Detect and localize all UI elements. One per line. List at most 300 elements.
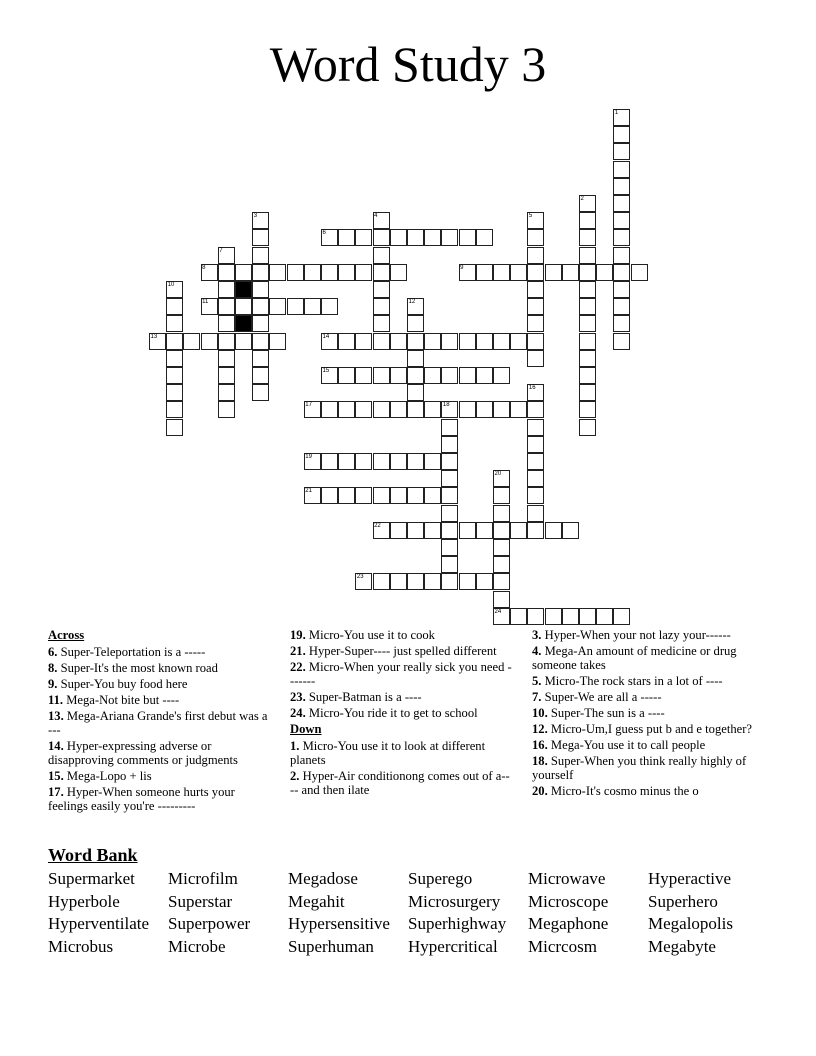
clues-column-1 <box>48 628 270 815</box>
grid-cell[interactable] <box>424 522 441 539</box>
grid-cell[interactable] <box>183 333 200 350</box>
across-clue <box>48 661 270 675</box>
grid-cell[interactable] <box>441 419 458 436</box>
clue-number: 2. <box>290 769 300 783</box>
grid-cell[interactable] <box>166 350 183 367</box>
word-bank-item: Superstar <box>168 891 233 911</box>
grid-cell[interactable] <box>252 298 269 315</box>
grid-cell[interactable] <box>424 229 441 246</box>
grid-cell[interactable] <box>613 298 630 315</box>
grid-cell[interactable] <box>527 419 544 436</box>
grid-cell[interactable] <box>545 264 562 281</box>
grid-cell[interactable] <box>269 298 286 315</box>
grid-cell[interactable] <box>493 367 510 384</box>
grid-cell[interactable] <box>235 298 252 315</box>
grid-cell[interactable] <box>338 453 355 470</box>
clue-text: Super-It's the most known road <box>60 661 218 675</box>
clue-text: Micro-When your really sick you need ------- <box>290 660 512 688</box>
down-clue <box>532 644 768 672</box>
clue-text: Mega-Not bite but ---- <box>66 693 180 707</box>
grid-cell[interactable] <box>304 298 321 315</box>
grid-cell[interactable] <box>545 522 562 539</box>
grid-cell[interactable] <box>269 333 286 350</box>
grid-cell[interactable] <box>527 608 544 625</box>
page-title: Word Study 3 <box>269 36 547 92</box>
down-clue <box>532 784 768 798</box>
grid-cell[interactable] <box>579 333 596 350</box>
grid-cell[interactable] <box>493 573 510 590</box>
grid-cell[interactable] <box>493 333 510 350</box>
grid-cell[interactable] <box>407 367 424 384</box>
grid-cell[interactable] <box>441 539 458 556</box>
grid-cell[interactable] <box>476 333 493 350</box>
across-clue <box>48 693 270 707</box>
grid-cell[interactable] <box>527 315 544 332</box>
grid-cell[interactable] <box>527 401 544 418</box>
grid-cell[interactable] <box>579 350 596 367</box>
grid-cell[interactable] <box>355 453 372 470</box>
grid-cell[interactable] <box>579 281 596 298</box>
grid-cell[interactable] <box>476 264 493 281</box>
word-bank-item: Superhighway <box>408 914 507 934</box>
grid-cell[interactable] <box>493 556 510 573</box>
clue-text: Super-Teleportation is a ----- <box>60 645 206 659</box>
grid-cell[interactable] <box>441 333 458 350</box>
grid-cell[interactable] <box>527 247 544 264</box>
grid-cell[interactable] <box>476 401 493 418</box>
grid-cell[interactable] <box>510 333 527 350</box>
down-clue <box>290 739 512 767</box>
word-bank-item: Superhero <box>648 891 718 911</box>
grid-cell[interactable] <box>527 436 544 453</box>
grid-cell[interactable] <box>407 401 424 418</box>
grid-cell[interactable] <box>252 350 269 367</box>
grid-cell[interactable] <box>407 487 424 504</box>
grid-cell[interactable] <box>407 350 424 367</box>
clue-number-label: 8 <box>202 264 206 271</box>
grid-cell[interactable] <box>527 505 544 522</box>
grid-cell[interactable] <box>579 264 596 281</box>
grid-cell[interactable] <box>493 401 510 418</box>
clue-number: 10. <box>532 706 548 720</box>
grid-cell[interactable] <box>218 401 235 418</box>
clues-column-3 <box>532 628 768 800</box>
grid-cell[interactable] <box>527 298 544 315</box>
word-bank-item: Megalopolis <box>648 914 733 934</box>
grid-cell[interactable] <box>613 212 630 229</box>
grid-cell[interactable] <box>510 401 527 418</box>
grid-cell[interactable] <box>579 247 596 264</box>
word-bank-heading: Word Bank <box>48 845 138 865</box>
grid-cell[interactable] <box>373 315 390 332</box>
grid-cell[interactable] <box>493 522 510 539</box>
grid-cell[interactable] <box>459 573 476 590</box>
grid-cell[interactable] <box>355 229 372 246</box>
across-clue <box>290 660 512 688</box>
grid-cell[interactable] <box>579 367 596 384</box>
grid-cell[interactable] <box>166 384 183 401</box>
grid-cell[interactable] <box>527 470 544 487</box>
across-clue <box>290 644 512 658</box>
clue-text: Micro-You use it to look at different planets <box>290 739 486 767</box>
grid-cell[interactable] <box>321 401 338 418</box>
grid-cell[interactable] <box>218 264 235 281</box>
clue-number-label: 18 <box>442 402 450 409</box>
grid-cell[interactable] <box>166 298 183 315</box>
grid-cell[interactable] <box>493 487 510 504</box>
grid-cell[interactable] <box>493 505 510 522</box>
grid-cell[interactable] <box>527 522 544 539</box>
grid-cell[interactable] <box>321 264 338 281</box>
clue-number: 15. <box>48 769 64 783</box>
clue-text: Micro-Um,I guess put b and e together? <box>550 722 753 736</box>
word-bank-item: Superhuman <box>288 936 374 956</box>
word-bank-item: Hyperventilate <box>48 914 150 934</box>
word-bank-item: Microbe <box>168 936 226 956</box>
down-heading: Down <box>290 722 322 736</box>
grid-cell[interactable] <box>218 298 235 315</box>
grid-cell[interactable] <box>613 126 630 143</box>
grid-cell[interactable] <box>613 143 630 160</box>
grid-cell[interactable] <box>321 453 338 470</box>
grid-cell[interactable] <box>373 281 390 298</box>
word-bank-item: Supermarket <box>48 869 135 888</box>
word-bank-item: Microfilm <box>168 869 238 888</box>
clue-text: Hyper-expressing adverse or disapproving comments or judgments <box>48 739 238 767</box>
clue-number: 18. <box>532 754 548 768</box>
grid-cell[interactable] <box>493 591 510 608</box>
clue-number: 22. <box>290 660 306 674</box>
clue-number: 12. <box>532 722 548 736</box>
word-bank-item: Hypersensitive <box>288 914 390 934</box>
grid-cell[interactable] <box>441 470 458 487</box>
grid-cell[interactable] <box>459 333 476 350</box>
grid-cell[interactable] <box>338 264 355 281</box>
across-clue <box>48 769 270 783</box>
word-bank-item: Microwave <box>528 869 606 888</box>
clue-number: 24. <box>290 706 306 720</box>
grid-cell[interactable] <box>579 229 596 246</box>
grid-cell[interactable] <box>579 212 596 229</box>
word-bank-item: Superpower <box>168 914 251 934</box>
clue-number-label: 4 <box>374 213 378 220</box>
clue-text: Super-When you think really highly of yourself <box>532 754 747 782</box>
grid-cell[interactable] <box>407 384 424 401</box>
down-clue <box>532 690 768 704</box>
grid-cell[interactable] <box>355 487 372 504</box>
grid-cell[interactable] <box>562 522 579 539</box>
word-bank-item: Microbus <box>48 936 114 956</box>
grid-cell[interactable] <box>459 229 476 246</box>
clue-number-label: 15 <box>322 368 330 374</box>
black-square <box>235 315 252 332</box>
grid-cell[interactable] <box>373 264 390 281</box>
grid-cell[interactable] <box>218 350 235 367</box>
grid-cell[interactable] <box>527 264 544 281</box>
clue-number-label: 22 <box>374 522 381 529</box>
grid-cell[interactable] <box>424 453 441 470</box>
clue-number: 17. <box>48 785 64 799</box>
grid-cell[interactable] <box>527 333 544 350</box>
grid-cell[interactable] <box>373 367 390 384</box>
across-heading: Across <box>48 628 85 642</box>
grid-cell[interactable] <box>596 608 613 625</box>
grid-cell[interactable] <box>493 539 510 556</box>
grid-cell[interactable] <box>390 367 407 384</box>
grid-cell[interactable] <box>338 367 355 384</box>
down-clue <box>290 769 512 797</box>
grid-cell[interactable] <box>252 384 269 401</box>
grid-cell[interactable] <box>321 487 338 504</box>
grid-cell[interactable] <box>613 161 630 178</box>
word-bank-item: Hypercritical <box>408 936 498 956</box>
grid-cell[interactable] <box>218 281 235 298</box>
grid-cell[interactable] <box>545 608 562 625</box>
clue-text: Mega-An amount of medicine or drug someone takes <box>532 644 737 672</box>
grid-cell[interactable] <box>218 384 235 401</box>
grid-cell[interactable] <box>407 229 424 246</box>
word-bank-item: Hyperbole <box>48 891 120 911</box>
grid-cell[interactable] <box>562 608 579 625</box>
clue-number-label: 9 <box>460 264 464 271</box>
grid-cell[interactable] <box>338 229 355 246</box>
grid-cell[interactable] <box>252 229 269 246</box>
grid-cell[interactable] <box>218 315 235 332</box>
grid-cell[interactable] <box>390 487 407 504</box>
grid-cell[interactable] <box>235 333 252 350</box>
clue-number-label: 19 <box>305 454 312 460</box>
grid-cell[interactable] <box>252 333 269 350</box>
clue-text: Micro-You use it to cook <box>308 628 435 642</box>
grid-cell[interactable] <box>459 401 476 418</box>
clue-number-label: 23 <box>356 574 364 581</box>
grid-cell[interactable] <box>304 264 321 281</box>
grid-cell[interactable] <box>579 315 596 332</box>
grid-cell[interactable] <box>476 522 493 539</box>
grid-cell[interactable] <box>613 178 630 195</box>
grid-cell[interactable] <box>613 281 630 298</box>
grid-cell[interactable] <box>390 333 407 350</box>
grid-cell[interactable] <box>338 487 355 504</box>
clue-text: Micro-The rock stars in a lot of ---- <box>544 674 723 688</box>
grid-cell[interactable] <box>441 505 458 522</box>
grid-cell[interactable] <box>424 367 441 384</box>
grid-cell[interactable] <box>459 367 476 384</box>
grid-cell[interactable] <box>373 247 390 264</box>
grid-cell[interactable] <box>424 487 441 504</box>
grid-cell[interactable] <box>476 229 493 246</box>
grid-cell[interactable] <box>407 333 424 350</box>
grid-cell[interactable] <box>287 264 304 281</box>
clues-column-2 <box>290 628 512 799</box>
grid-cell[interactable] <box>390 401 407 418</box>
clue-number: 4. <box>532 644 542 658</box>
clue-number-label: 11 <box>202 299 209 306</box>
grid-cell[interactable] <box>373 298 390 315</box>
grid-cell[interactable] <box>390 453 407 470</box>
grid-cell[interactable] <box>613 315 630 332</box>
clue-number: 20. <box>532 784 548 798</box>
grid-cell[interactable] <box>166 419 183 436</box>
grid-cell[interactable] <box>373 333 390 350</box>
grid-cell[interactable] <box>441 573 458 590</box>
grid-cell[interactable] <box>355 367 372 384</box>
word-bank-item: Superego <box>408 869 473 888</box>
down-clue <box>532 738 768 752</box>
word-bank-item: Micrcosm <box>528 936 597 956</box>
clue-number-label: 5 <box>528 213 533 220</box>
grid-cell[interactable] <box>476 573 493 590</box>
grid-cell[interactable] <box>527 453 544 470</box>
grid-cell[interactable] <box>613 333 630 350</box>
grid-cell[interactable] <box>166 315 183 332</box>
word-bank <box>48 868 768 958</box>
clue-text: Super-The sun is a ---- <box>550 706 665 720</box>
grid-cell[interactable] <box>355 333 372 350</box>
grid-cell[interactable] <box>424 573 441 590</box>
grid-cell[interactable] <box>166 401 183 418</box>
grid-cell[interactable] <box>218 367 235 384</box>
word-bank-item: Megaphone <box>528 914 609 934</box>
grid-cell[interactable] <box>407 453 424 470</box>
grid-cell[interactable] <box>252 315 269 332</box>
word-bank-item: Microsurgery <box>408 891 501 911</box>
black-square <box>235 281 252 298</box>
grid-cell[interactable] <box>201 333 218 350</box>
grid-cell[interactable] <box>355 264 372 281</box>
grid-cell[interactable] <box>373 573 390 590</box>
grid-cell[interactable] <box>252 264 269 281</box>
grid-cell[interactable] <box>390 522 407 539</box>
grid-cell[interactable] <box>493 264 510 281</box>
grid-cell[interactable] <box>166 367 183 384</box>
clue-number-label: 21 <box>305 488 312 495</box>
clue-number: 14. <box>48 739 64 753</box>
grid-cell[interactable] <box>252 367 269 384</box>
clue-number: 3. <box>532 628 542 642</box>
grid-cell[interactable] <box>510 522 527 539</box>
grid-cell[interactable] <box>613 247 630 264</box>
grid-cell[interactable] <box>252 281 269 298</box>
clue-number: 9. <box>48 677 58 691</box>
grid-cell[interactable] <box>441 556 458 573</box>
clue-number-label: 17 <box>305 402 312 409</box>
across-clue <box>290 706 512 720</box>
grid-cell[interactable] <box>510 264 527 281</box>
clue-text: Hyper-Air conditionong comes out of a---- and then ilate <box>290 769 510 797</box>
clue-number-label: 3 <box>253 213 258 220</box>
clue-number: 21. <box>290 644 306 658</box>
grid-cell[interactable] <box>407 573 424 590</box>
grid-cell[interactable] <box>527 229 544 246</box>
grid-cell[interactable] <box>441 367 458 384</box>
grid-cell[interactable] <box>579 608 596 625</box>
word-bank-item: Microscope <box>528 891 609 911</box>
grid-cell[interactable] <box>527 350 544 367</box>
word-bank-item: Hyperactive <box>648 869 732 888</box>
grid-cell[interactable] <box>441 453 458 470</box>
grid-cell[interactable] <box>390 573 407 590</box>
grid-cell[interactable] <box>338 401 355 418</box>
grid-cell[interactable] <box>441 436 458 453</box>
grid-cell[interactable] <box>579 401 596 418</box>
grid-cell[interactable] <box>390 229 407 246</box>
across-clue <box>48 739 270 767</box>
grid-cell[interactable] <box>424 401 441 418</box>
grid-cell[interactable] <box>373 487 390 504</box>
clue-number-label: 16 <box>528 385 536 392</box>
grid-cell[interactable] <box>441 487 458 504</box>
grid-cell[interactable] <box>579 298 596 315</box>
clue-text: Hyper-When your not lazy your------ <box>544 628 731 642</box>
grid-cell[interactable] <box>527 281 544 298</box>
grid-cell[interactable] <box>252 247 269 264</box>
grid-cell[interactable] <box>235 264 252 281</box>
grid-cell[interactable] <box>355 401 372 418</box>
grid-cell[interactable] <box>390 264 407 281</box>
grid-cell[interactable] <box>218 333 235 350</box>
clue-number: 1. <box>290 739 300 753</box>
grid-cell[interactable] <box>510 608 527 625</box>
clue-number-label: 7 <box>219 247 223 254</box>
across-clue <box>48 677 270 691</box>
grid-cell[interactable] <box>631 264 648 281</box>
down-clue <box>532 722 768 736</box>
word-bank-item: Megahit <box>288 891 345 911</box>
clue-text: Mega-Lopo + lis <box>66 769 152 783</box>
clue-text: Mega-You use it to call people <box>550 738 706 752</box>
clue-number-label: 13 <box>150 333 158 340</box>
grid-cell[interactable] <box>613 264 630 281</box>
clue-number: 16. <box>532 738 548 752</box>
clue-number: 6. <box>48 645 58 659</box>
grid-cell[interactable] <box>579 419 596 436</box>
clue-number-label: 6 <box>322 230 326 237</box>
grid-cell[interactable] <box>338 333 355 350</box>
grid-cell[interactable] <box>407 522 424 539</box>
grid-cell[interactable] <box>166 333 183 350</box>
clue-number: 7. <box>532 690 542 704</box>
grid-cell[interactable] <box>441 522 458 539</box>
grid-cell[interactable] <box>424 333 441 350</box>
grid-cell[interactable] <box>269 264 286 281</box>
grid-cell[interactable] <box>613 608 630 625</box>
grid-cell[interactable] <box>373 453 390 470</box>
clue-number: 8. <box>48 661 58 675</box>
grid-cell[interactable] <box>476 367 493 384</box>
grid-cell[interactable] <box>562 264 579 281</box>
clue-number: 19. <box>290 628 306 642</box>
grid-cell[interactable] <box>407 315 424 332</box>
grid-cell[interactable] <box>527 487 544 504</box>
grid-cell[interactable] <box>373 229 390 246</box>
grid-cell[interactable] <box>613 229 630 246</box>
clue-text: Mega-Ariana Grande's first debut was a --- <box>48 709 268 737</box>
grid-cell[interactable] <box>321 298 338 315</box>
clue-number-label: 24 <box>494 608 502 615</box>
grid-cell[interactable] <box>596 264 613 281</box>
grid-cell[interactable] <box>373 401 390 418</box>
grid-cell[interactable] <box>613 195 630 212</box>
grid-cell[interactable] <box>579 384 596 401</box>
grid-cell[interactable] <box>441 229 458 246</box>
clue-text: Micro-It's cosmo minus the o <box>550 784 699 798</box>
clue-number-label: 20 <box>494 471 502 478</box>
grid-cell[interactable] <box>287 298 304 315</box>
clue-number: 23. <box>290 690 306 704</box>
grid-cell[interactable] <box>459 522 476 539</box>
clue-text: Super-We are all a ----- <box>544 690 662 704</box>
